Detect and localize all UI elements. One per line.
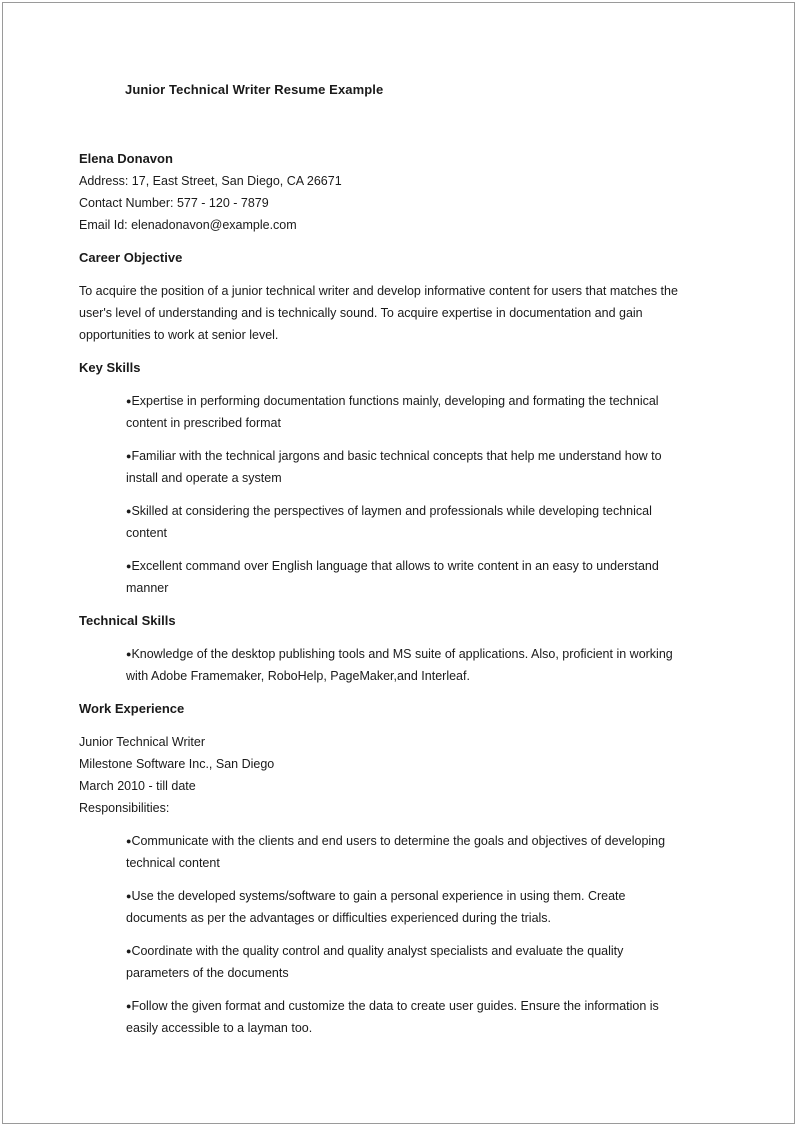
career-objective-line-2: user's level of understanding and is technically sound. To acquire expertise in documentation and gain [79,306,643,320]
key-skill-text-line-2: content [126,526,168,540]
career-objective-line-3: opportunities to work at senior level. [79,328,279,342]
bullet-icon: ● [126,946,132,956]
candidate-name: Elena Donavon [79,151,173,166]
document-title: Junior Technical Writer Resume Example [125,82,384,97]
email-line: Email Id: elenadonavon@example.com [79,218,297,232]
technical-skill-item [126,643,706,687]
bullet-icon: ● [126,1001,132,1011]
responsibility-item [126,830,706,874]
responsibility-text-line-2: easily accessible to a layman too. [126,1021,313,1035]
responsibility-text-line-2: parameters of the documents [126,966,289,980]
key-skill-text-line-2: content in prescribed format [126,416,281,430]
responsibility-text-line-1: Communicate with the clients and end users to determine the goals and objectives of developing [131,834,666,848]
address-line: Address: 17, East Street, San Diego, CA 26671 [79,174,342,188]
technical-skill-text-line-2: with Adobe Framemaker, RoboHelp, PageMaker,and Interleaf. [126,669,470,683]
key-skill-text-line-1: Expertise in performing documentation functions mainly, developing and formating the technical [131,394,659,408]
bullet-icon: ● [126,649,132,659]
job-period: March 2010 - till date [79,779,196,793]
responsibility-item [126,885,706,929]
technical-skills-heading: Technical Skills [79,613,176,628]
key-skills-heading: Key Skills [79,360,141,375]
job-role: Junior Technical Writer [79,735,205,749]
responsibility-text-line-1: Follow the given format and customize the data to create user guides. Ensure the information is [131,999,659,1013]
bullet-icon: ● [126,506,132,516]
responsibility-item [126,995,706,1039]
key-skill-text-line-2: install and operate a system [126,471,282,485]
key-skill-text-line-1: Skilled at considering the perspectives of laymen and professionals while developing technical [131,504,652,518]
responsibilities-label: Responsibilities: [79,801,170,815]
career-objective-heading: Career Objective [79,250,183,265]
bullet-icon: ● [126,396,132,406]
key-skill-text-line-1: Excellent command over English language that allows to write content in an easy to understand [131,559,659,573]
contact-number-line: Contact Number: 577 - 120 - 7879 [79,196,269,210]
technical-skill-text-line-1: Knowledge of the desktop publishing tools and MS suite of applications. Also, proficient in working [131,647,673,661]
bullet-icon: ● [126,451,132,461]
key-skill-text-line-2: manner [126,581,169,595]
responsibility-text-line-2: documents as per the advantages or difficulties experienced during the trials. [126,911,552,925]
responsibility-text-line-1: Use the developed systems/software to gain a personal experience in using them. Create [131,889,626,903]
key-skill-item [126,555,706,599]
key-skill-item [126,390,706,434]
job-company: Milestone Software Inc., San Diego [79,757,275,771]
bullet-icon: ● [126,891,132,901]
responsibility-text-line-1: Coordinate with the quality control and quality analyst specialists and evaluate the quality [131,944,624,958]
responsibility-item [126,940,706,984]
bullet-icon: ● [126,836,132,846]
bullet-icon: ● [126,561,132,571]
work-experience-heading: Work Experience [79,701,185,716]
responsibility-text-line-2: technical content [126,856,220,870]
key-skill-text-line-1: Familiar with the technical jargons and basic technical concepts that help me understand how to [131,449,662,463]
career-objective-line-1: To acquire the position of a junior technical writer and develop informative content for users that matches the [79,284,678,298]
key-skill-item [126,500,706,544]
key-skill-item [126,445,706,489]
